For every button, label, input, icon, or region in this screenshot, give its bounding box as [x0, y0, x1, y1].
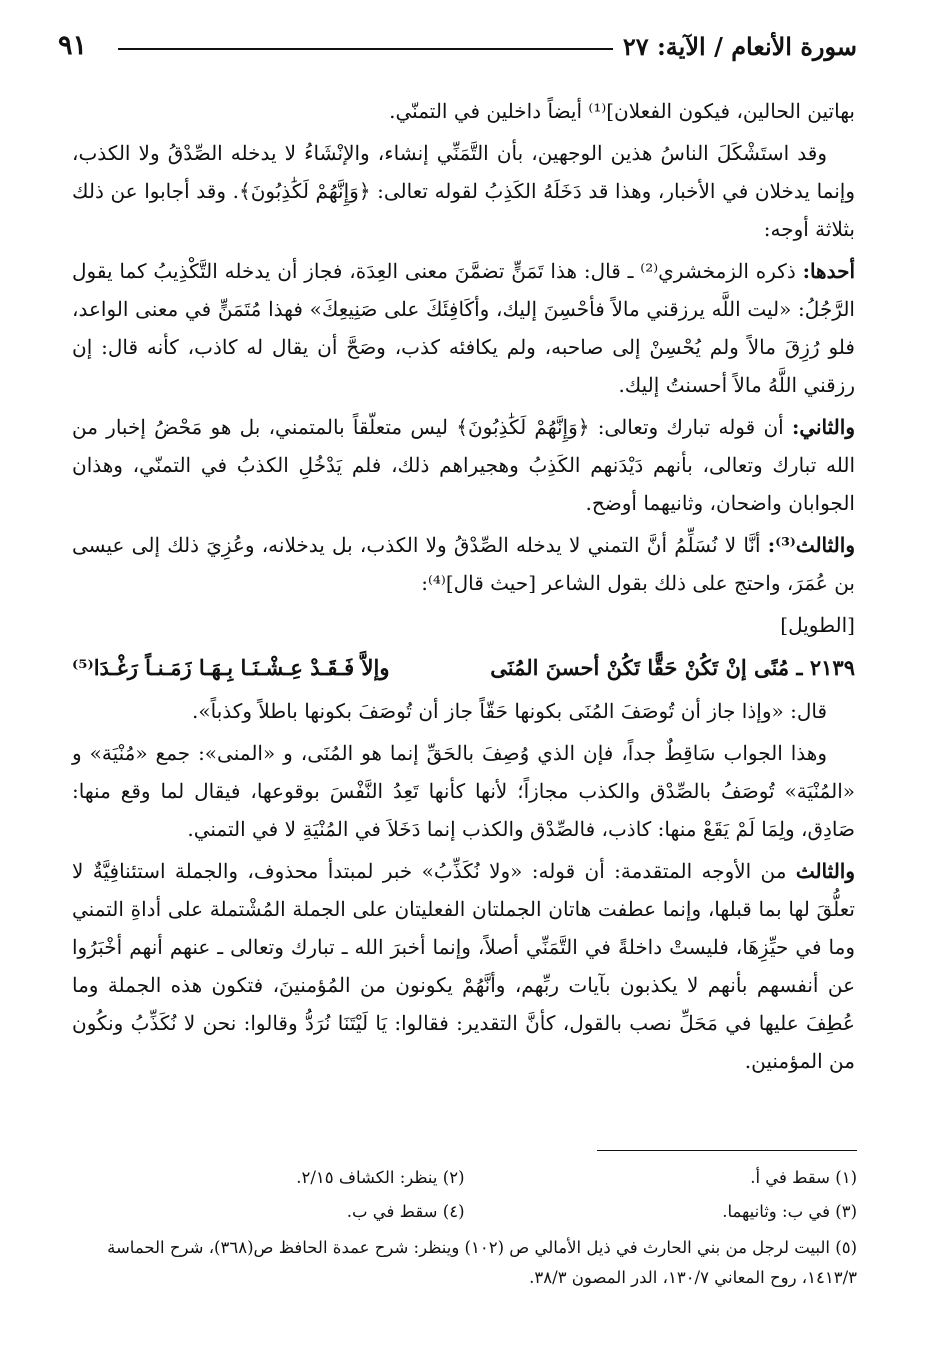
verse-second-hemistich: وإلاَّ فَـقَـدْ عِـشْـنَـا بِـهَـا زَمَـنـاً رَغْـدَا⁽⁵⁾ [72, 655, 390, 680]
paragraph-5-label: والثالث⁽³⁾: [767, 533, 855, 557]
header-rule [118, 48, 627, 50]
paragraph-4-text: أن قوله تبارك وتعالى: ﴿وَإِنَّهُمْ لَكَٰذِبُونَ﴾ ليس متعلّقاً بالمتمني، بل هو مَحْضُ إخبار من الله تبارك وتعالى، بأنهم دَيْدَنهم الكَذِبُ وهجيراهم ذلك، فلم يَدْخُلِ الكذبُ في التمنّي، وهذان الجوابان واضحان، وثانيهما أوضح. [72, 415, 855, 515]
paragraph-8-text: من الأوجه المتقدمة: أن قوله: «ولا نُكَذِّبُ» خبر لمبتدأ محذوف، والجملة استئنافِيَّةٌ لا تعلُّقَ لها بما قبلها، وإنما عطفت هاتان الجملتان الفعليتان على الجملة المُشْتملة على أداةِ التمني وما في حيِّزِهَا، فليستْ داخلةً في التَّمَنِّي أصلاً، وإنما أخبرَ الله ـ تبارك وتعالى ـ عنهم أنهم أخْبَرُوا عن أنفسهم بأنهم لا يكذبون بآيات ربِّهم، وأنَّهُمْ يكونون من المُؤمنينَ، فتكون هذه الجملة وما عُطِفَ عليها في مَحَلِّ نصب بالقول، كأنَّ التقدير: فقالوا: يَا لَيْتَنَا نُرَدُّ وقالوا: نحن لا نُكَذِّبُ ونكُون من المؤمنين. [72, 859, 855, 1073]
paragraph-3 [72, 252, 855, 404]
footnotes [72, 1150, 857, 1293]
footnote-row-2 [72, 1195, 857, 1229]
page-header [58, 30, 857, 66]
footnote-5: (٥) البيت لرجل من بني الحارث في ذيل الأمالي ص (١٠٢) وينظر: شرح عمدة الحافظ ص(٣٦٨)، شرح الحماسة ١٤١٣/٣، روح المعاني ١٣٠/٧، الدر المصون ٣٨/٣. [107, 1238, 857, 1287]
paragraph-6: قال: «وإذا جاز أن تُوصَفَ المُنَى بكونها حَقّاً جاز أن تُوصَفَ بكونها باطلاً وكذباً». [192, 699, 827, 723]
paragraph-5 [72, 526, 855, 602]
paragraph-4 [72, 408, 855, 522]
footnote-1: (١) سقط في أ. [750, 1168, 857, 1187]
poem-verse [72, 648, 855, 688]
paragraph-7: وهذا الجواب سَاقِطٌ جداً، فإن الذي وُصِفَ بالحَقِّ إنما هو المُنَى، و «المنى»: جمع «مُنْيَة» و «المُنْيَة» تُوصَفُ بالصِّدْق والكذب مجازاً؛ لأنها كأنها تَعِدُ النَّفْسَ بوقوعها، فيقال لما وقع منها: صَادِق، ولِمَا لَمْ يَقَعْ منها: كاذب، فالصِّدْق والكذب إنما دَخَلاَ في المُنْيَةِ لا في التمني. [72, 741, 855, 841]
footnote-3: (٣) في ب: وثانيهما. [722, 1202, 857, 1221]
running-title: سورة الأنعام / الآية: ٢٧ [613, 32, 857, 61]
footnote-2: (٢) ينظر: الكشاف ٢/١٥. [296, 1168, 465, 1187]
paragraph-4-label: والثاني: [791, 415, 855, 439]
paragraph-3-label: أحدها: [802, 259, 856, 283]
footnote-rule [597, 1150, 857, 1151]
paragraph-8-label: والثالث [795, 859, 855, 883]
verse-first-hemistich: ٢١٣٩ ـ مُنًى إنْ تَكُنْ حَقًّا تَكُنْ أحسنَ المُنَى [490, 655, 855, 680]
poem-meter: [الطويل] [780, 613, 855, 637]
paragraph-1: بهاتين الحالين، فيكون الفعلان]⁽¹⁾ أيضاً داخلين في التمنّي. [389, 99, 855, 123]
footnote-4: (٤) سقط في ب. [346, 1202, 465, 1221]
main-text [72, 92, 855, 1084]
page-number: ٩١ [58, 30, 97, 61]
footnote-row-1 [72, 1161, 857, 1195]
paragraph-5-text: أنَّا لا نُسَلِّمُ أنَّ التمني لا يدخله الصِّدْقُ ولا الكذب، بل يدخلانه، وعُزِيَ ذلك إلى عيسى بن عُمَرَ، واحتج على ذلك بقول الشاعر [حيث قال]⁽⁴⁾: [72, 533, 855, 595]
paragraph-3-text: ذكره الزمخشري⁽²⁾ ـ قال: هذا تَمَنٍّ تضمَّنَ معنى العِدَة، فجاز أن يدخله التَّكْذِيبُ كما يقول الرَّجُلُ: «ليت اللَّه يرزقني مالاً فأحْسِنَ إليك، وأكَافِئَكَ على صَنِيعِكَ» فهذا مُتَمَنٍّ في معنى الواعد، فلو رُزِقَ مالاً ولم يُحْسِنْ إلى صاحبه، ولم يكافئه كذب، وصَحَّ أن يقال له كاذب، كأنه قال: إن رزقني اللَّهُ مالاً أحسنتُ إليك. [72, 259, 855, 397]
paragraph-8 [72, 852, 855, 1080]
paragraph-2: وقد استَشْكَلَ الناسُ هذين الوجهين، بأن التَّمَنِّي إنشاء، والإنْشَاءُ لا يدخله الصِّدْقُ ولا الكذب، وإنما يدخلان في الأخبار، وهذا قد دَخَلَهُ الكَذِبُ لقوله تعالى: ﴿وَإِنَّهُمْ لَكَٰذِبُونَ﴾. وقد أجابوا عن ذلك بثلاثة أوجه: [72, 141, 856, 241]
